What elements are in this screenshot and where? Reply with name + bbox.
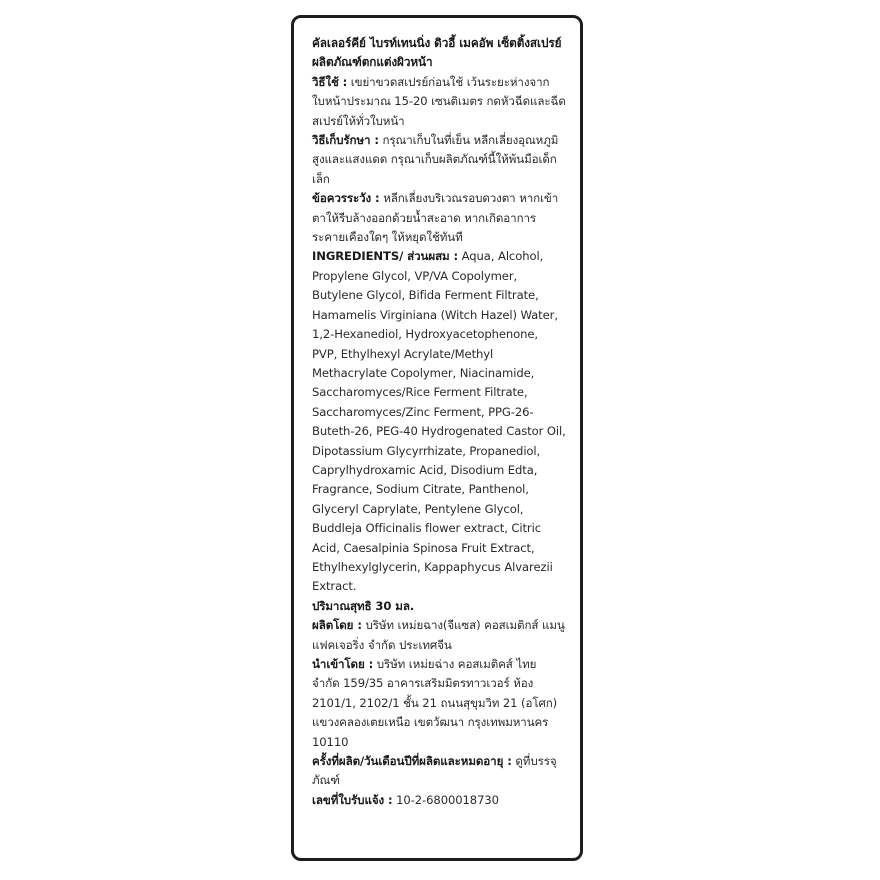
- directions-text: เขย่าขวดสเปรย์ก่อนใช้ เว้นระยะห่างจากใบหน้าประมาณ 15-20 เซนติเมตร กดหัวฉีดและฉีดสเปรย์ให้ทั่วใบหน้า: [312, 74, 566, 128]
- manufacturer-section: [312, 616, 566, 655]
- product-title: คัลเลอร์คีย์ ไบรท์เทนนิ่ง ดิวอี้ เมคอัพ เซ็ตติ้งสเปรย์ ผลิตภัณฑ์ตกแต่งผิวหน้า: [312, 36, 562, 70]
- storage-section: [312, 131, 566, 189]
- importer-text: บริษัท เหม่ยฉ่าง คอสเมติคส์ ไทย จำกัด 159/35 อาคารเสริมมิตรทาวเวอร์ ห้อง 2101/1, 2102/1 ชั้น 21 ถนนสุขุมวิท 21 (อโศก) แขวงคลองเตยเหนือ เขตวัฒนา กรุงเทพมหานคร 10110: [312, 657, 558, 749]
- notification-label: เลขที่ใบรับแจ้ง :: [312, 792, 393, 807]
- importer-section: [312, 655, 566, 752]
- ingredients-label: INGREDIENTS/ ส่วนผสม :: [312, 249, 459, 264]
- directions-section: [312, 73, 566, 131]
- production-text: ดูที่บรรจุภัณฑ์: [312, 754, 557, 788]
- importer-label: นำเข้าโดย :: [312, 657, 374, 671]
- product-label-card: [291, 15, 583, 861]
- production-section: [312, 752, 566, 791]
- directions-label: วิธีใช้ :: [312, 74, 348, 89]
- storage-label: วิธีเก็บรักษา :: [312, 133, 379, 148]
- notification-section: [312, 791, 566, 810]
- caution-section: [312, 189, 566, 247]
- manufacturer-text: บริษัท เหม่ยฉาง(จีแซส) คอสเมติกส์ แมนูแฟคเจอริ่ง จำกัด ประเทศจีน: [312, 618, 565, 652]
- caution-label: ข้อควรระวัง :: [312, 191, 380, 206]
- ingredients-section: [312, 247, 566, 596]
- manufacturer-label: ผลิตโดย :: [312, 618, 362, 633]
- net-content: ปริมาณสุทธิ 30 มล.: [312, 598, 415, 613]
- storage-text: กรุณาเก็บในที่เย็น หลีกเลี่ยงอุณหภูมิสูงและแสงแดด กรุณาเก็บผลิตภัณฑ์นี้ให้พ้นมือเด็กเล็ก: [312, 133, 559, 186]
- caution-text: หลีกเลี่ยงบริเวณรอบดวงตา หากเข้าตาให้รีบล้างออกด้วยน้ำสะอาด หากเกิดอาการระคายเคืองใดๆ ให้หยุดใช้ทันที: [312, 191, 559, 245]
- notification-number: 10-2-6800018730: [396, 792, 499, 807]
- production-label: ครั้งที่ผลิต/วันเดือนปีที่ผลิตและหมดอายุ :: [312, 754, 512, 769]
- ingredients-text: Aqua, Alcohol, Propylene Glycol, VP/VA Copolymer, Butylene Glycol, Bifida Ferment Filtrate, Hamamelis Virginiana (Witch Hazel) Water, 1,2-Hexanediol, Hydroxyacetophenone, PVP, Ethylhexyl Acrylate/Methyl Methacrylate Copolymer, Niacinamide, Saccharomyces/Rice Ferment Filtrate, Saccharomyces/Zinc Ferment, PPG-26-Buteth-26, PEG-40 Hydrogenated Castor Oil, Dipotassium Glycyrrhizate, Propanediol, Caprylhydroxamic Acid, Disodium Edta, Fragrance, Sodium Citrate, Panthenol, Glyceryl Caprylate, Pentylene Glycol, Buddleja Officinalis flower extract, Citric Acid, Caesalpinia Spinosa Fruit Extract, Ethylhexylglycerin, Kappaphycus Alvarezii Extract.: [312, 249, 566, 594]
